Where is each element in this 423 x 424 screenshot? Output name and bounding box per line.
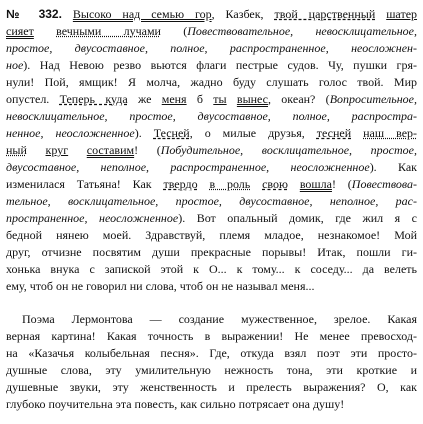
exercise-line-16: хонька внука с запиской этой к О... к тому... к соседу... да велеть	[6, 262, 417, 276]
exercise-line-5: нули! Пой, ямщик! Я молча, жадно буду слушать голос твой. Мир	[6, 75, 417, 89]
paragraph2-line-6: глубоко поучительна эта повесть, как сильно потрясает она душу!	[6, 397, 345, 411]
paragraph2-line-1: Поэма Лермонтова — создание мужественное, зрелое. Какая	[22, 312, 417, 326]
paragraph2-line-4: душные слова, эту умилительную нежность тона, эти кроткие и	[6, 363, 417, 377]
exercise-line-10: двусоставное, неполное, распространенное, неосложненное). Как	[6, 160, 417, 174]
exercise-line-11: изменилася Татьяна! Как твердо в роль свою вошла! (Повествова-	[6, 177, 418, 191]
exercise-line-13: пространенное, неосложненное). Вот опальный домик, где жил я с	[6, 211, 417, 225]
paragraph2-line-2: верная картина! Какая точность в выражении! Не менее превосход-	[6, 329, 417, 343]
exercise-line-2: сияет вечными лучами (Повествовательное, невосклицательное,	[6, 24, 417, 38]
exercise-line-7: невосклицательное, простое, двусоставное, полное, распростра-	[6, 109, 417, 123]
exercise-line-6: опустел. Теперь куда же меня б ты вынес, океан? (Вопросительное,	[6, 92, 418, 106]
exercise-line-14: бедной нянею моей. Здравствуй, племя младое, незнакомое! Мой	[6, 228, 417, 242]
exercise-line-3: простое, двусоставное, полное, распространенное, неосложнен-	[6, 41, 417, 55]
exercise-line-4: ное). Над Невою резво вьются флаги пестрые судов. Чу, пушки гря-	[6, 58, 417, 72]
exercise-line-15: друг, отчизне посвятим души прекрасные порывы! Итак, пошли ги-	[6, 245, 417, 259]
exercise-line-12: тельное, восклицательное, простое, двусоставное, неполное, рас-	[6, 194, 417, 208]
paragraph2-line-3: на «Казачья колыбельная песня». Где, откуда взял поэт эти просто-	[6, 346, 417, 360]
exercise-line-17: ему, чтоб он не говорил ни слова, чтоб он не называл меня...	[6, 279, 315, 293]
exercise-line-8: ненное, неосложненное). Тесней, о милые друзья, тесней наш вер-	[6, 126, 418, 140]
exercise-line-1: № 332. Высоко над семью гор, Казбек, твой царственный шатер	[6, 7, 418, 21]
exercise-line-9: ный круг составим! (Побудительное, восклицательное, простое,	[6, 143, 417, 157]
exercise-number: № 332.	[6, 7, 62, 21]
paragraph2-line-5: душевные звуки, эту женственность и прелесть выражения? О, как	[6, 380, 417, 394]
